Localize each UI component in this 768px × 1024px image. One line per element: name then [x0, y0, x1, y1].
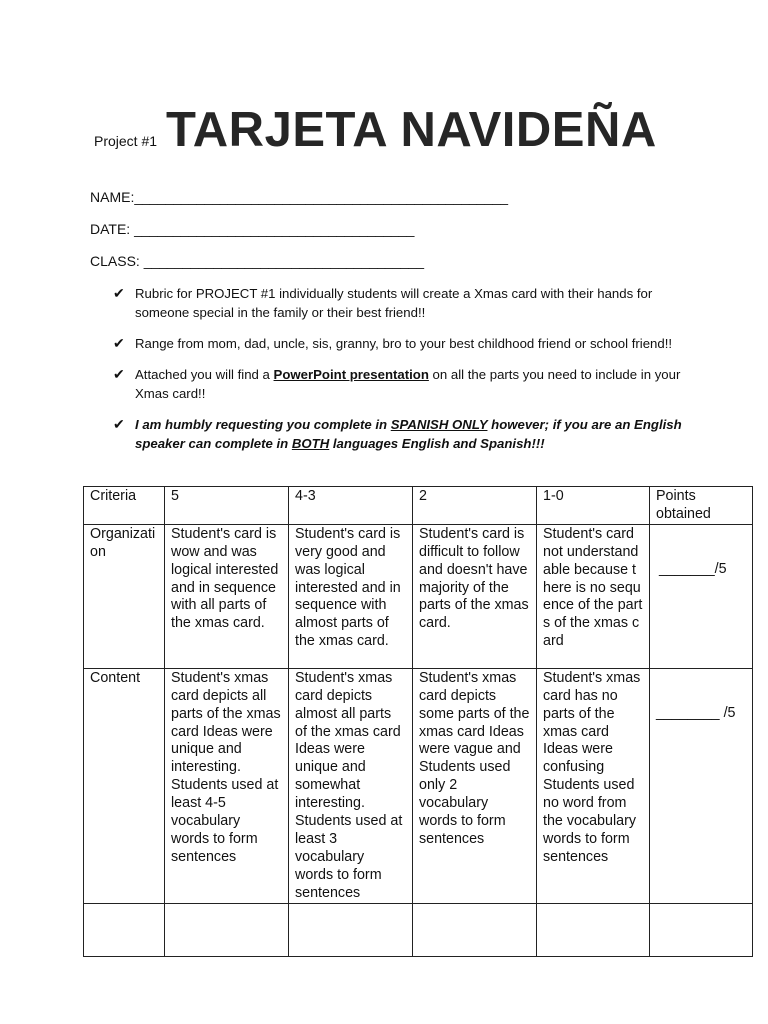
list-item: [113, 415, 693, 453]
powerpoint-link[interactable]: PowerPoint presentation: [273, 367, 429, 382]
checkmark-icon: ✔: [113, 335, 125, 351]
table-cell: Content: [84, 668, 165, 903]
list-item: [113, 334, 693, 353]
points-cell[interactable]: [650, 668, 753, 903]
table-row: [84, 668, 753, 903]
empty-cell[interactable]: [84, 903, 165, 956]
table-cell: Student's xmas card has no parts of the xmas card Ideas were confusing Students used no word from the vocabulary words to form sentences: [537, 668, 650, 903]
table-row: [84, 524, 753, 668]
date-field[interactable]: DATE: ____________________________________: [90, 221, 415, 237]
list-item: [113, 365, 693, 403]
bullet-text: languages English and Spanish!!!: [329, 436, 545, 451]
points-cell[interactable]: [650, 524, 753, 668]
instructions-list: [113, 284, 693, 465]
column-header: 2: [413, 487, 537, 525]
project-label: Project #1: [94, 133, 158, 149]
empty-cell[interactable]: [650, 903, 753, 956]
class-field[interactable]: CLASS: ____________________________________: [90, 253, 424, 269]
table-cell: Student's xmas card depicts all parts of the xmas card Ideas were unique and interesting. Students used at least 4-5 vocabulary words to form sentences: [165, 668, 289, 903]
bullet-text: on all the parts you need to include in your Xmas card!!: [135, 367, 681, 401]
column-header: Criteria: [84, 487, 165, 525]
empty-cell[interactable]: [289, 903, 413, 956]
checkmark-icon: ✔: [113, 366, 125, 382]
name-field[interactable]: NAME:________________________________________________: [90, 189, 509, 205]
empty-cell[interactable]: [413, 903, 537, 956]
checkmark-icon: ✔: [113, 285, 125, 301]
page-title: TARJETA NAVIDEÑA: [166, 103, 657, 157]
table-cell: Student's card not understandable because there is no sequence of the parts of the xmas card: [537, 524, 650, 668]
table-cell: Student's card is wow and was logical interested and in sequence with all parts of the xmas card.: [165, 524, 289, 668]
bullet-text: I am humbly requesting you complete in: [135, 417, 391, 432]
empty-cell[interactable]: [537, 903, 650, 956]
column-header: 4-3: [289, 487, 413, 525]
table-cell: Organization: [84, 524, 165, 668]
emphasis-both: BOTH: [291, 436, 330, 451]
rubric-table: [83, 486, 753, 957]
column-header: Points obtained: [650, 487, 753, 525]
bullet-text: Rubric for PROJECT #1 individually students will create a Xmas card with their hands for someone special in the family or their best friend!!: [135, 286, 653, 320]
column-header: 1-0: [537, 487, 650, 525]
table-row-empty: [84, 903, 753, 956]
empty-cell[interactable]: [165, 903, 289, 956]
emphasis-spanish-only: SPANISH ONLY: [390, 417, 488, 432]
points-blank[interactable]: _______/5: [659, 560, 727, 577]
column-header: 5: [165, 487, 289, 525]
table-header-row: [84, 487, 753, 525]
points-blank[interactable]: ________ /5: [656, 704, 736, 721]
table-cell: Student's card is difficult to follow and doesn't have majority of the parts of the xmas card.: [413, 524, 537, 668]
bullet-text: however; if you are an English speaker can complete in: [135, 417, 682, 451]
table-cell: Student's card is very good and was logical interested and in sequence with almost parts of the xmas card.: [289, 524, 413, 668]
table-cell: Student's xmas card depicts some parts of the xmas card Ideas were vague and Students used only 2 vocabulary words to form sentences: [413, 668, 537, 903]
bullet-text: Range from mom, dad, uncle, sis, granny, bro to your best childhood friend or school friend!!: [135, 336, 673, 351]
checkmark-icon: ✔: [113, 416, 125, 432]
list-item: [113, 284, 693, 322]
table-cell: Student's xmas card depicts almost all parts of the xmas card Ideas were unique and somewhat interesting. Students used at least 3 vocabulary words to form sentences: [289, 668, 413, 903]
bullet-text: Attached you will find a: [135, 367, 274, 382]
